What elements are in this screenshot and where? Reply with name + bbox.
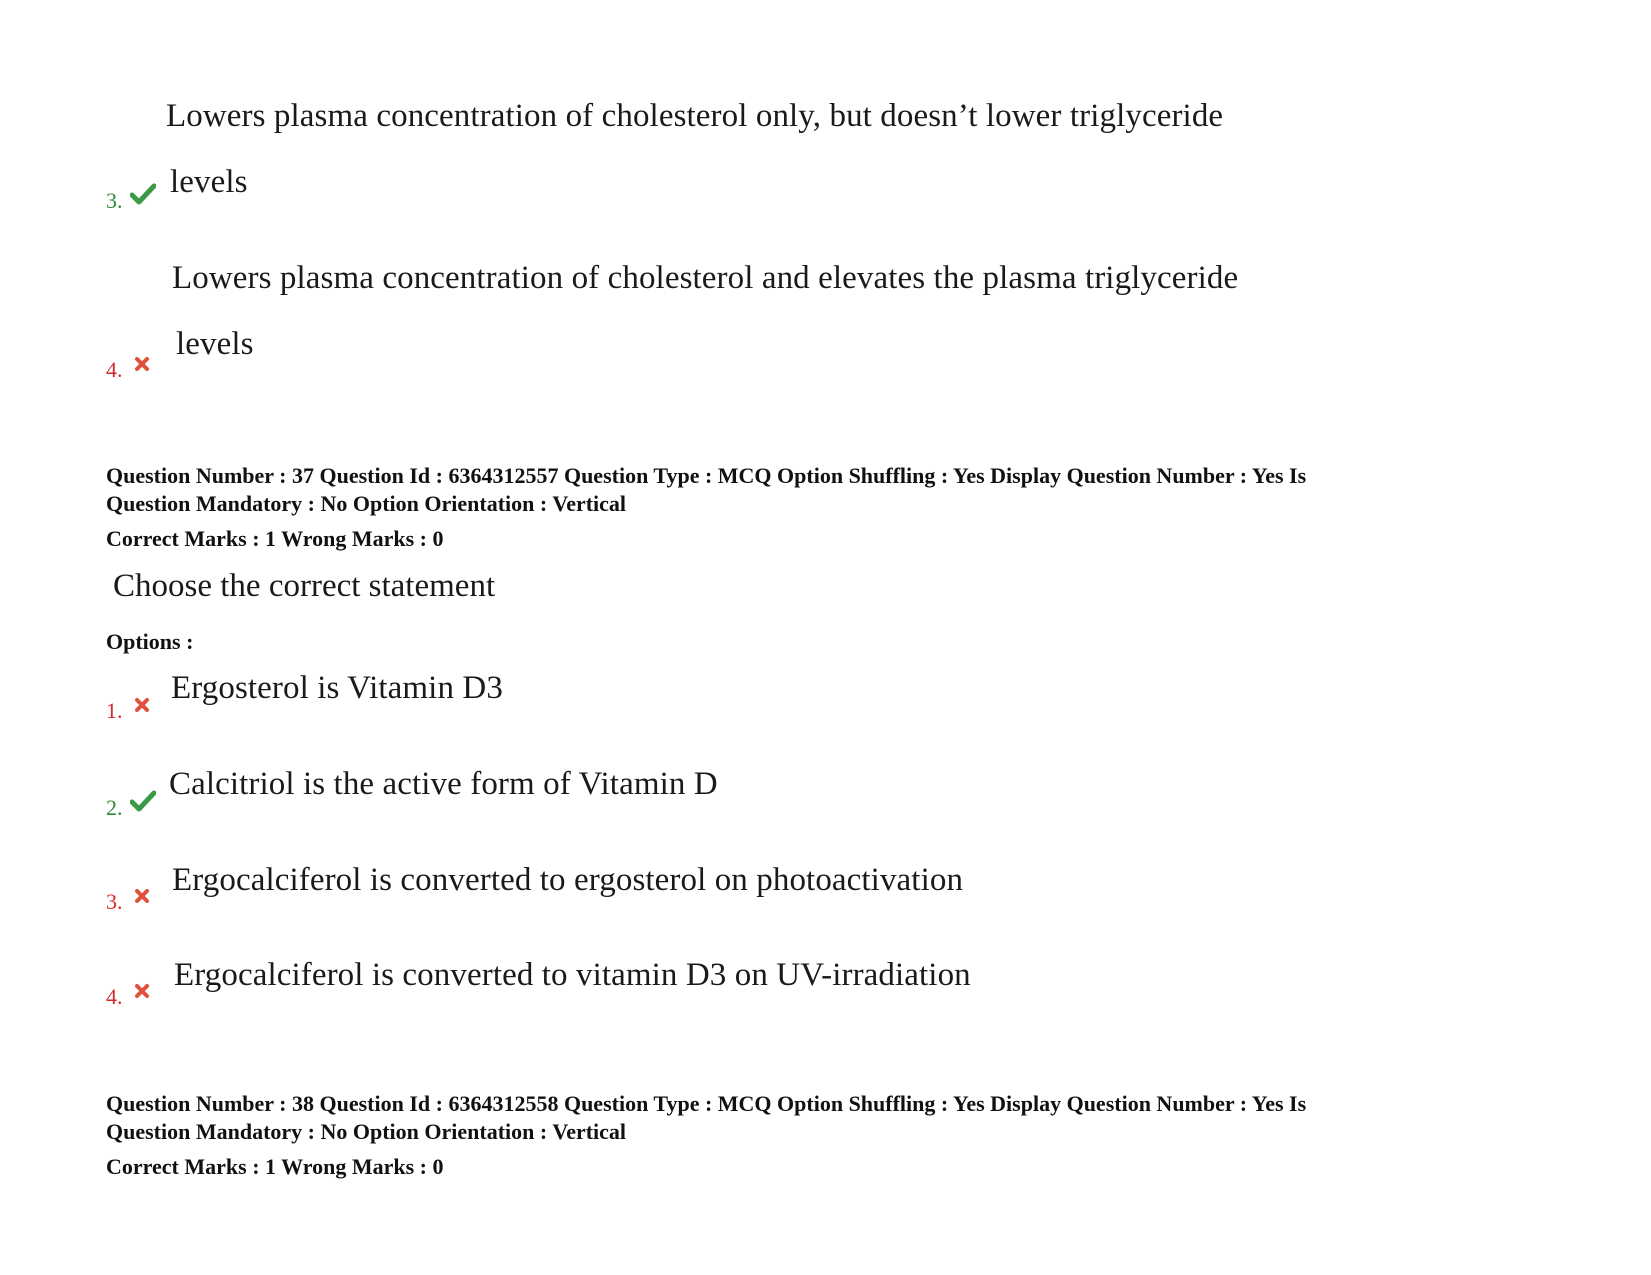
option-number: 3. bbox=[106, 889, 123, 914]
option-number: 2. bbox=[106, 795, 123, 820]
option-number: 1. bbox=[106, 698, 123, 723]
question-meta-line: Question Mandatory : No Option Orientation : Vertical bbox=[106, 491, 627, 516]
question-meta-line: Question Mandatory : No Option Orientation : Vertical bbox=[106, 1119, 627, 1144]
option-text-line: levels bbox=[176, 326, 254, 362]
cross-icon bbox=[134, 356, 150, 377]
question-meta-line: Question Number : 38 Question Id : 6364312558 Question Type : MCQ Option Shuffling : Yes Display Question Number : Yes Is bbox=[106, 1091, 1307, 1116]
question-meta-line: Question Number : 37 Question Id : 6364312557 Question Type : MCQ Option Shuffling : Yes Display Question Number : Yes Is bbox=[106, 463, 1307, 488]
question-stem: Choose the correct statement bbox=[113, 568, 496, 604]
check-icon bbox=[130, 790, 156, 817]
options-label: Options : bbox=[106, 629, 194, 654]
cross-icon bbox=[134, 983, 150, 1004]
option-text-line: Lowers plasma concentration of cholesterol only, but doesn’t lower triglyceride bbox=[166, 98, 1224, 134]
question-metadata bbox=[106, 1090, 1546, 1146]
option-number: 4. bbox=[106, 357, 123, 382]
option-text: Ergocalciferol is converted to ergosterol on photoactivation bbox=[172, 862, 964, 898]
option-text: Ergocalciferol is converted to vitamin D3 on UV-irradiation bbox=[174, 957, 971, 993]
question-marks: Correct Marks : 1 Wrong Marks : 0 bbox=[106, 526, 444, 551]
option-text: Ergosterol is Vitamin D3 bbox=[171, 670, 503, 706]
check-icon bbox=[130, 183, 156, 210]
option-text-line: Lowers plasma concentration of cholesterol and elevates the plasma triglyceride bbox=[172, 260, 1239, 296]
question-marks: Correct Marks : 1 Wrong Marks : 0 bbox=[106, 1154, 444, 1179]
question-metadata bbox=[106, 462, 1546, 518]
cross-icon bbox=[134, 697, 150, 718]
cross-icon bbox=[134, 888, 150, 909]
option-number: 3. bbox=[106, 188, 123, 213]
option-number: 4. bbox=[106, 984, 123, 1009]
option-text-line: levels bbox=[170, 164, 248, 200]
option-text: Calcitriol is the active form of Vitamin D bbox=[169, 766, 718, 802]
